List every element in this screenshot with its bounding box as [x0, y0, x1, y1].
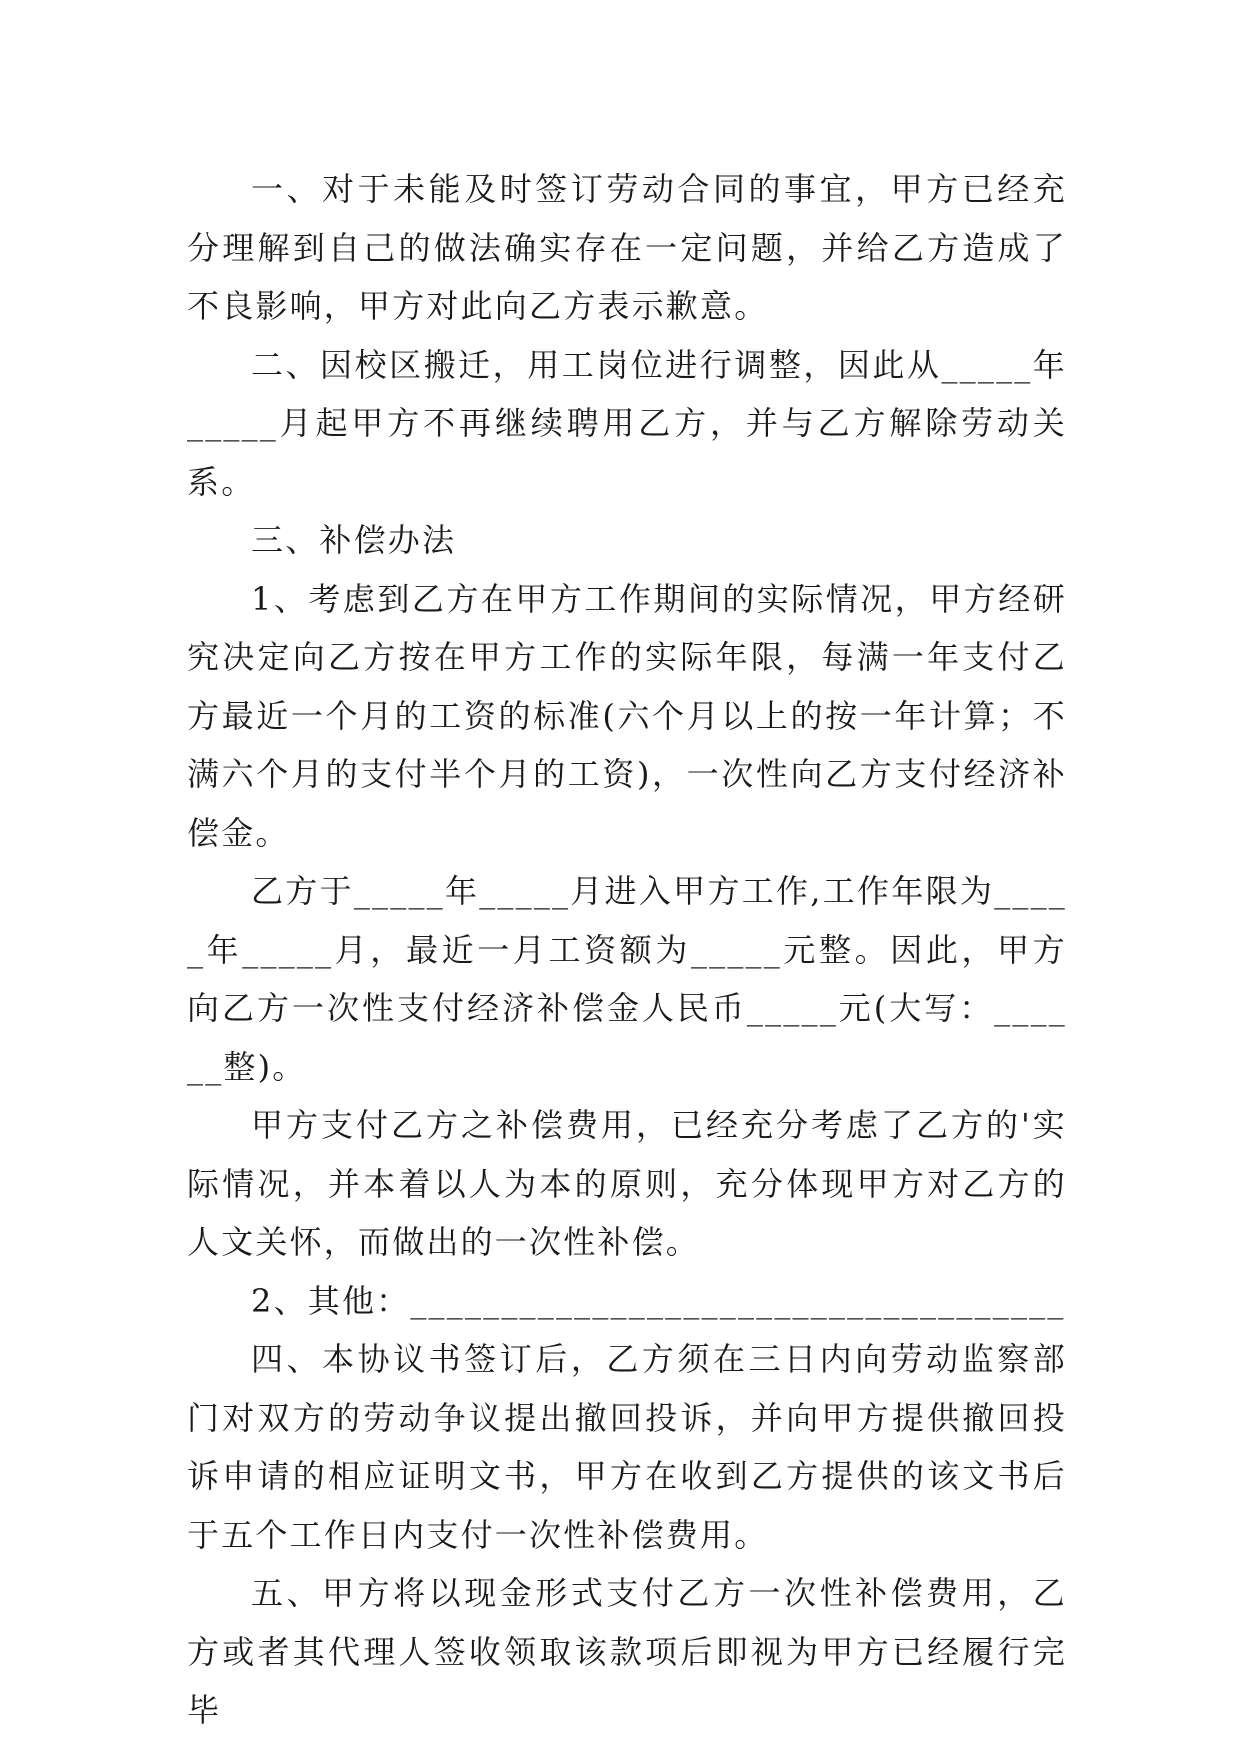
paragraph-apology: 一、对于未能及时签订劳动合同的事宜，甲方已经充分理解到自己的做法确实存在一定问题，并给乙方造成了不良影响，甲方对此向乙方表示歉意。 — [187, 170, 1067, 325]
paragraph-termination: 二、因校区搬迁，用工岗位进行调整，因此从_____年_____月起甲方不再继续聘用乙方，并与乙方解除劳动关系。 — [187, 345, 1067, 501]
document-body — [187, 160, 1067, 1740]
paragraph-compensation-consideration: 甲方支付乙方之补偿费用，已经充分考虑了乙方的'实际情况，并本着以人为本的原则，充分体现甲方对乙方的人文关怀，而做出的一次性补偿。 — [187, 1106, 1067, 1261]
paragraph-withdraw-complaint: 四、本协议书签订后，乙方须在三日内向劳动监察部门对双方的劳动争议提出撤回投诉，并向甲方提供撤回投诉申请的相应证明文书，甲方在收到乙方提供的该文书后于五个工作日内支付一次性补偿费用。 — [187, 1340, 1067, 1554]
paragraph-compensation-heading: 三、补偿办法 — [251, 521, 457, 559]
paragraph-compensation-standard: 1、考虑到乙方在甲方工作期间的实际情况，甲方经研究决定向乙方按在甲方工作的实际年限，每满一年支付乙方最近一个月的工资的标准(六个月以上的按一年计算；不满六个月的支付半个月的工资)，一次性向乙方支付经济补偿金。 — [187, 579, 1067, 852]
paragraph-other: 2、其他：____________________________________ — [251, 1281, 1066, 1320]
paragraph-payment-method: 五、甲方将以现金形式支付乙方一次性补偿费用，乙方或者其代理人签收领取该款项后即视为甲方已经履行完毕 — [187, 1574, 1067, 1729]
paragraph-compensation-amount: 乙方于_____年_____月进入甲方工作,工作年限为_____年_____月，最近一月工资额为_____元整。因此，甲方向乙方一次性支付经济补偿金人民币_____元(大写：______整)。 — [187, 872, 1067, 1086]
